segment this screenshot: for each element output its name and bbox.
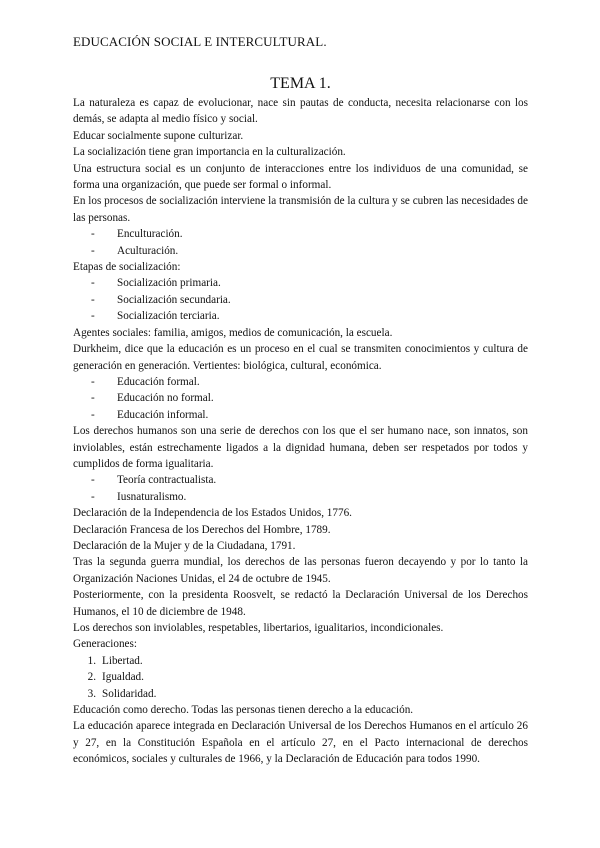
list-item-text: Igualdad. (102, 671, 144, 684)
list-item-text: Aculturación. (117, 244, 179, 257)
paragraph: Agentes sociales: familia, amigos, medios de comunicación, la escuela. (73, 326, 393, 339)
bullet-list-item (73, 472, 528, 488)
numbered-list-item (73, 669, 528, 685)
list-marker: 2. (87, 671, 96, 684)
bullet-list-item (73, 308, 528, 324)
list-marker: - (91, 228, 95, 241)
numbered-list-item (73, 653, 528, 669)
bullet-list-item (73, 226, 528, 242)
list-marker: - (91, 277, 95, 290)
document-page (73, 34, 528, 768)
document-title: EDUCACIÓN SOCIAL E INTERCULTURAL. (73, 34, 327, 49)
list-item-text: Socialización secundaria. (117, 293, 231, 306)
list-item-text: Educación no formal. (117, 392, 214, 405)
bullet-list-item (73, 374, 528, 390)
bullet-list-item (73, 407, 528, 423)
section-heading: TEMA 1. (270, 75, 331, 92)
list-item-text: Solidaridad. (102, 687, 157, 700)
list-item-text: Educación informal. (117, 408, 209, 421)
list-item-text: Iusnaturalismo. (117, 490, 187, 503)
bullet-list-item (73, 390, 528, 406)
paragraph: Los derechos humanos son una serie de derechos con los que el ser humano nace, son innatos, son inviolables, están estrechamente ligados a la dignidad humana, deben ser respetados por todos y cumplidos de forma igualitaria. (73, 425, 528, 470)
paragraph: En los procesos de socialización interviene la transmisión de la cultura y se cubren las necesidades de las personas. (73, 195, 528, 224)
paragraph: La educación aparece integrada en Declaración Universal de los Derechos Humanos en el artículo 26 y 27, en la Constitución Española en el artículo 27, en el Pacto internacional de derechos económicos, sociales y culturales de 1966, y la Declaración de Educación para todos 1990. (73, 720, 528, 766)
list-marker: 1. (87, 654, 96, 667)
list-marker: - (91, 375, 95, 388)
paragraph: La naturaleza es capaz de evolucionar, nace sin pautas de conducta, necesita relacionarse con los demás, se adapta al medio físico y social. (73, 97, 528, 126)
list-marker: - (91, 310, 95, 323)
list-marker: - (91, 392, 95, 405)
bullet-list-item (73, 292, 528, 308)
list-item-text: Teoría contractualista. (117, 474, 217, 487)
paragraph: Tras la segunda guerra mundial, los derechos de las personas fueron decayendo y por lo tanto la Organización Naciones Unidas, el 24 de octubre de 1945. (73, 556, 528, 585)
list-marker: - (91, 244, 95, 257)
list-item-text: Educación formal. (117, 375, 200, 388)
bullet-list-item (73, 275, 528, 291)
list-item-text: Socialización primaria. (117, 277, 221, 290)
list-item-text: Enculturación. (117, 228, 183, 241)
paragraph: La socialización tiene gran importancia en la culturalización. (73, 146, 346, 159)
list-item-text: Libertad. (102, 654, 143, 667)
paragraph: Etapas de socialización: (73, 261, 181, 274)
list-marker: - (91, 408, 95, 421)
bullet-list-item (73, 243, 528, 259)
paragraph: Educación como derecho. Todas las personas tienen derecho a la educación. (73, 704, 414, 717)
paragraph: Educar socialmente supone culturizar. (73, 129, 244, 142)
paragraph: Generaciones: (73, 638, 137, 651)
list-marker: - (91, 474, 95, 487)
paragraph: Durkheim, dice que la educación es un proceso en el cual se transmiten conocimientos y cultura de generación en generación. Vertientes: biológica, cultural, económica. (73, 343, 528, 372)
document-body (73, 95, 528, 768)
bullet-list-item (73, 489, 528, 505)
list-marker: 3. (87, 687, 96, 700)
list-item-text: Socialización terciaria. (117, 310, 220, 323)
paragraph: Declaración de la Independencia de los Estados Unidos, 1776. (73, 507, 352, 520)
list-marker: - (91, 293, 95, 306)
paragraph: Una estructura social es un conjunto de interacciones entre los individuos de una comunidad, se forma una organización, que puede ser formal o informal. (73, 162, 528, 192)
paragraph: Los derechos son inviolables, respetables, libertarios, igualitarios, incondicionales. (73, 622, 444, 634)
paragraph: Declaración de la Mujer y de la Ciudadana, 1791. (73, 539, 296, 552)
numbered-list-item (73, 686, 528, 702)
paragraph: Posteriormente, con la presidenta Roosvelt, se redactó la Declaración Universal de los Derechos Humanos, el 10 de diciembre de 1948. (73, 589, 528, 618)
paragraph: Declaración Francesa de los Derechos del Hombre, 1789. (73, 523, 331, 536)
list-marker: - (91, 490, 95, 503)
